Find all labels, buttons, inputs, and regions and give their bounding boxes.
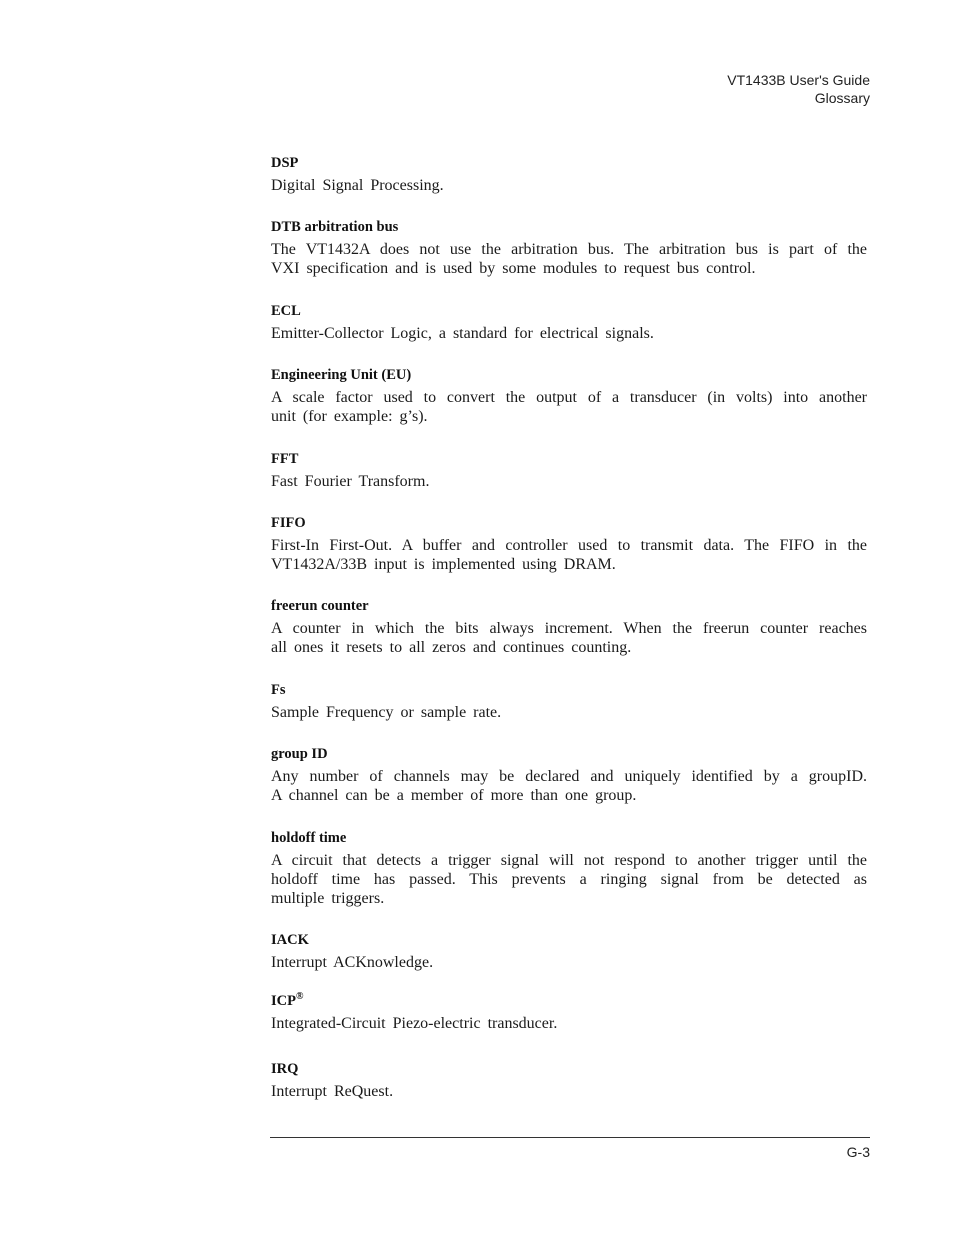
definition-line: A scale factor used to convert the output of a transducer (in volts) into another: [271, 389, 867, 406]
glossary-definition: [271, 1082, 867, 1101]
glossary-entry: [271, 745, 867, 805]
glossary-entry: [271, 154, 867, 195]
glossary-definition: [271, 388, 867, 426]
definition-line: Fast Fourier Transform.: [271, 473, 430, 490]
glossary-term: IACK: [271, 932, 309, 948]
footer-rule: [270, 1137, 870, 1138]
glossary-term: FFT: [271, 451, 299, 467]
glossary-entry: [271, 302, 867, 343]
glossary-definition: [271, 619, 867, 657]
definition-line: VT1432A/33B input is implemented using DRAM.: [271, 556, 616, 573]
glossary-term: freerun counter: [271, 598, 369, 614]
glossary-entry: [271, 681, 867, 722]
definition-line: A counter in which the bits always increment. When the freerun counter reaches: [271, 620, 867, 637]
definition-line: VXI specification and is used by some modules to request bus control.: [271, 260, 756, 277]
glossary-entry: [271, 450, 867, 491]
glossary-term: Engineering Unit (EU): [271, 367, 412, 383]
definition-line: Integrated-Circuit Piezo-electric transducer.: [271, 1015, 558, 1032]
glossary-definition: [271, 176, 867, 195]
definition-line: unit (for example: g’s).: [271, 408, 428, 425]
glossary-definition: [271, 240, 867, 278]
definition-line: First-In First-Out. A buffer and controller used to transmit data. The FIFO in the: [271, 537, 867, 554]
glossary-entry: [271, 992, 867, 1033]
definition-line: Interrupt ReQuest.: [271, 1083, 394, 1100]
glossary-definition: [271, 536, 867, 574]
definition-line: Interrupt ACKnowledge.: [271, 954, 434, 971]
glossary-entry: [271, 829, 867, 908]
glossary-definition: [271, 851, 867, 908]
definition-line: all ones it resets to all zeros and continues counting.: [271, 639, 632, 656]
glossary-definition: [271, 472, 867, 491]
glossary-definition: [271, 703, 867, 722]
definition-line: Emitter-Collector Logic, a standard for electrical signals.: [271, 325, 654, 342]
glossary-definition: [271, 767, 867, 805]
glossary-term: holdoff time: [271, 830, 347, 846]
section-title: Glossary: [814, 90, 870, 106]
glossary-term: ICP®: [271, 991, 304, 1009]
glossary-term: DSP: [271, 155, 299, 171]
page-number: G-3: [846, 1144, 870, 1160]
definition-line: holdoff time has passed. This prevents a ringing signal from be detected as: [271, 871, 867, 888]
definition-line: The VT1432A does not use the arbitration bus. The arbitration bus is part of the: [271, 241, 867, 258]
definition-line: A circuit that detects a trigger signal will not respond to another trigger until the: [271, 852, 867, 869]
glossary-entry: [271, 514, 867, 574]
guide-title: VT1433B User's Guide: [727, 72, 870, 88]
glossary-entry: [271, 931, 867, 972]
glossary-term: IRQ: [271, 1061, 299, 1077]
running-header: [727, 71, 870, 107]
definition-line: Digital Signal Processing.: [271, 177, 444, 194]
registered-mark: ®: [295, 991, 304, 1003]
glossary-term: FIFO: [271, 515, 306, 531]
glossary-entry: [271, 366, 867, 426]
definition-line: multiple triggers.: [271, 890, 385, 907]
glossary-term: group ID: [271, 746, 328, 762]
glossary-term: Fs: [271, 682, 286, 698]
glossary-entry: [271, 218, 867, 278]
glossary-entry: [271, 1060, 867, 1101]
definition-line: Sample Frequency or sample rate.: [271, 704, 502, 721]
glossary-definition: [271, 953, 867, 972]
glossary-term: DTB arbitration bus: [271, 219, 399, 235]
definition-line: Any number of channels may be declared and uniquely identified by a groupID.: [271, 768, 867, 785]
glossary-term: ECL: [271, 303, 301, 319]
glossary-definition: [271, 324, 867, 343]
glossary-entry: [271, 597, 867, 657]
definition-line: A channel can be a member of more than one group.: [271, 787, 637, 804]
glossary-definition: [271, 1014, 867, 1033]
